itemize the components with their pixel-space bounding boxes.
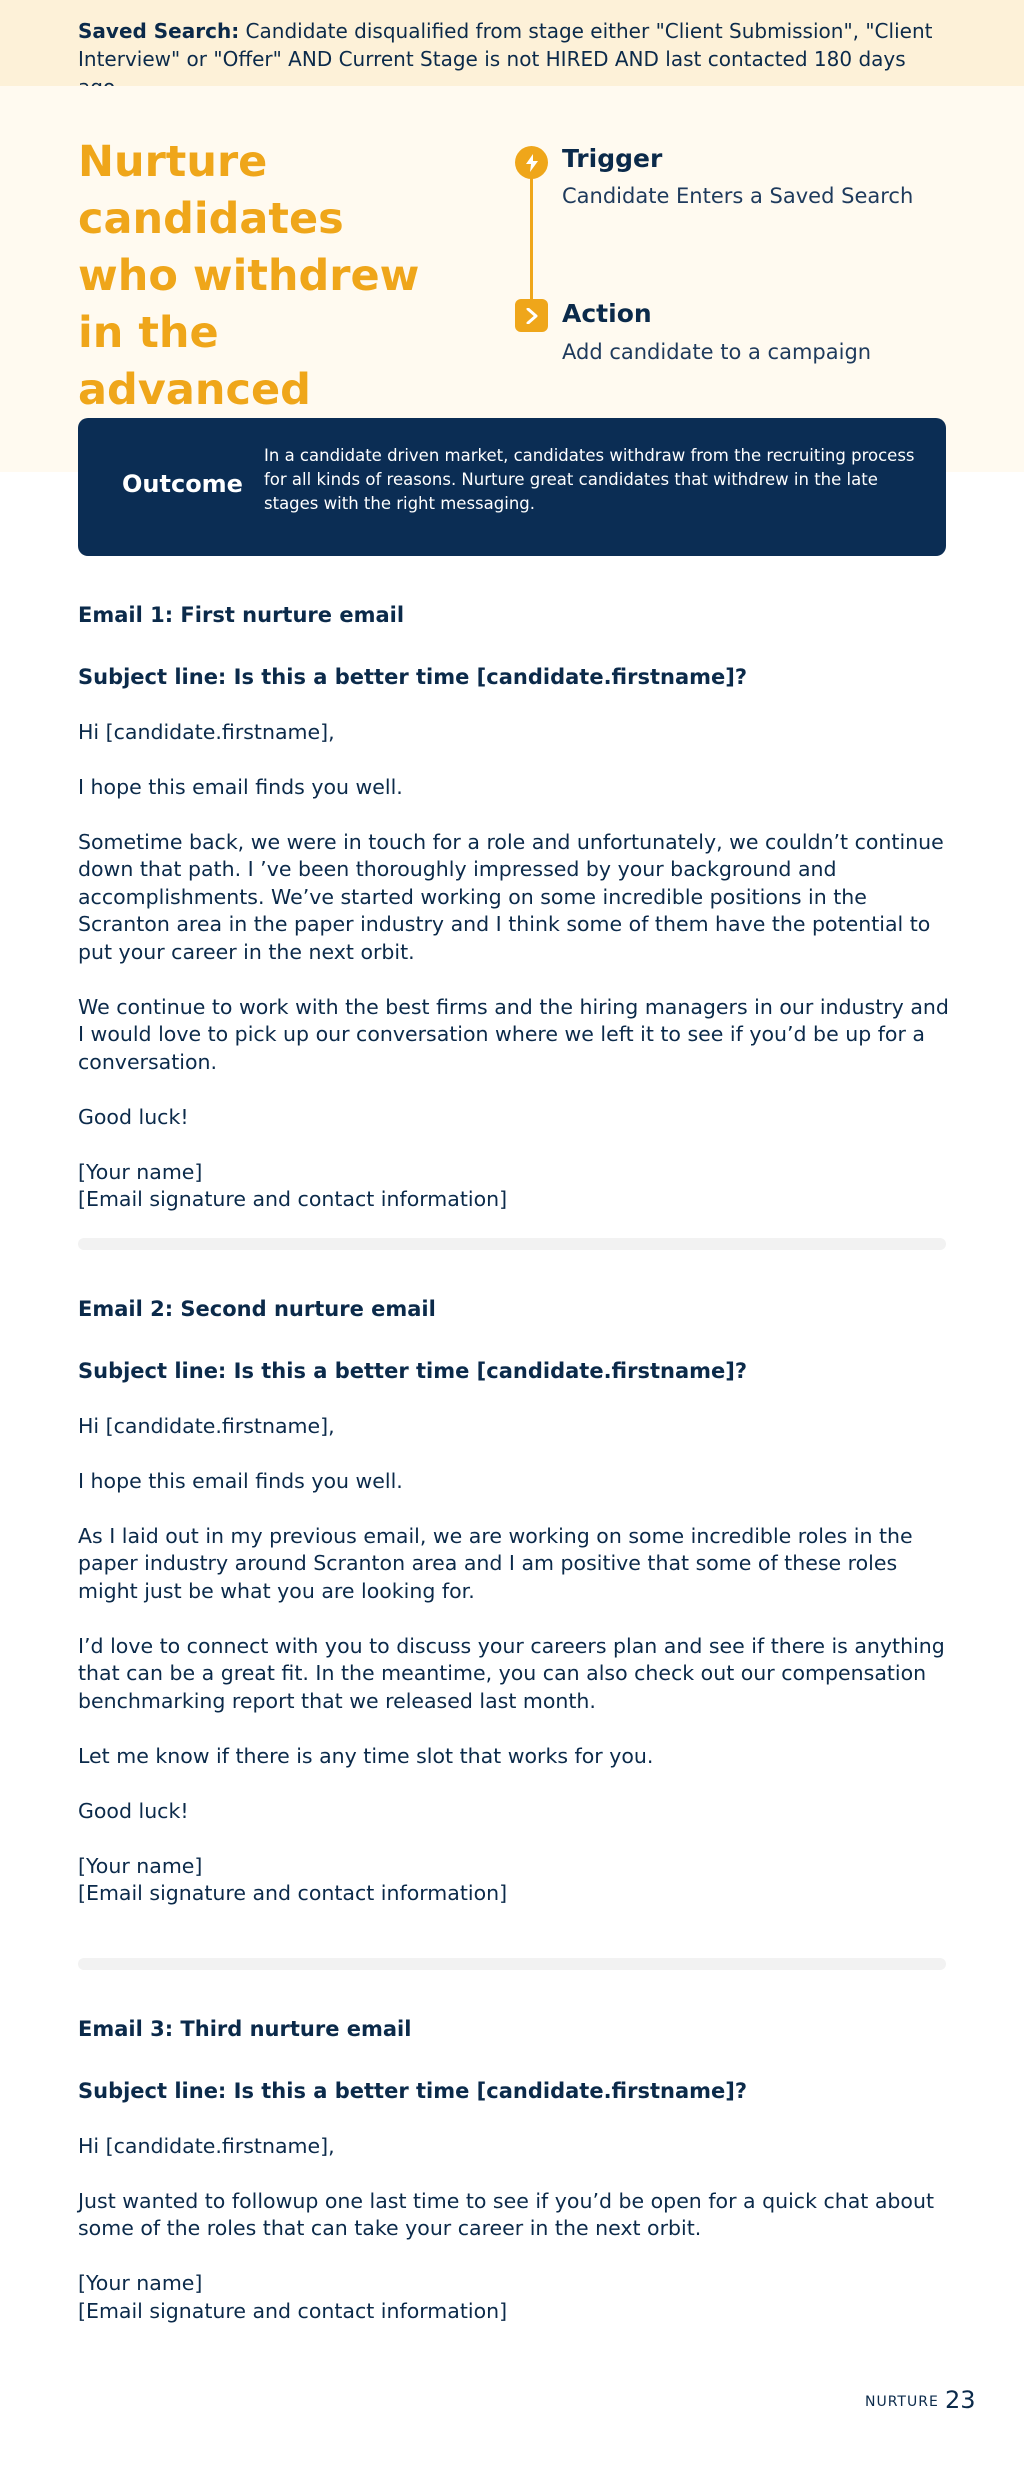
email-greeting: Hi [candidate.firstname], xyxy=(78,1413,335,1438)
email-paragraph: I hope this email finds you well. xyxy=(78,774,403,799)
email-paragraph: I hope this email finds you well. xyxy=(78,1468,403,1493)
email-heading: Email 1: First nurture email xyxy=(78,603,405,627)
email-paragraph: Just wanted to followup one last time to see if you’d be open for a quick chat about some of the roles that can take your career in the next orbit. xyxy=(78,2188,934,2240)
email-heading: Email 2: Second nurture email xyxy=(78,1297,436,1321)
email-paragraph: Good luck! xyxy=(78,1104,189,1129)
email-subject: Subject line: Is this a better time [candidate.firstname]? xyxy=(78,664,748,689)
action-text: Add candidate to a campaign xyxy=(562,340,872,364)
email-paragraph: Sometime back, we were in touch for a role and unfortunately, we couldn’t continue down that path. I ’ve been thoroughly impressed by your background and accomplishments. We’ve started working on some incredible positions in the Scranton area in the paper industry and I think some of them have the potential to put your career in the next orbit. xyxy=(78,829,944,964)
email-signature xyxy=(78,2270,958,2325)
email-2-section xyxy=(78,1296,958,1908)
outcome-label: Outcome xyxy=(122,470,243,498)
email-subject: Subject line: Is this a better time [candidate.firstname]? xyxy=(78,2078,748,2103)
email-paragraph: I’d love to connect with you to discuss your careers plan and see if there is anything that can be a great fit. In the meantime, you can also check out our compensation benchmarking report that we released last month. xyxy=(78,1633,945,1713)
saved-search-label: Saved Search: xyxy=(78,19,240,43)
trigger-title: Trigger xyxy=(562,144,663,173)
email-paragraph: As I laid out in my previous email, we are working on some incredible roles in the paper industry around Scranton area and I am positive that some of these roles might just be what you are looking for. xyxy=(78,1523,913,1603)
saved-search-banner xyxy=(0,0,1024,86)
email-paragraph: Good luck! xyxy=(78,1798,189,1823)
section-divider xyxy=(78,1238,946,1250)
footer-section-label: NURTURE xyxy=(865,2394,939,2410)
signature-info: [Email signature and contact information] xyxy=(78,2298,508,2323)
email-1-section xyxy=(78,602,958,1214)
email-signature xyxy=(78,1853,958,1908)
trigger-text: Candidate Enters a Saved Search xyxy=(562,184,914,208)
signature-info: [Email signature and contact information] xyxy=(78,1187,508,1211)
outcome-card xyxy=(78,418,946,556)
email-greeting: Hi [candidate.firstname], xyxy=(78,2133,335,2158)
signature-name: [Your name] xyxy=(78,2271,203,2295)
email-3-section xyxy=(78,2016,958,2325)
saved-search-text: Candidate disqualified from stage either "Client Submission", "Client Interview" or "Offer" AND Current Stage is not HIRED AND last contacted 180 days xyxy=(78,19,933,71)
email-subject: Subject line: Is this a better time [candidate.firstname]? xyxy=(78,1358,748,1383)
email-greeting: Hi [candidate.firstname], xyxy=(78,719,335,744)
chevron-right-icon xyxy=(515,299,548,332)
hero-section xyxy=(0,86,1024,472)
email-heading: Email 3: Third nurture email xyxy=(78,2017,412,2041)
signature-name: [Your name] xyxy=(78,1159,203,1184)
email-paragraph: Let me know if there is any time slot that works for you. xyxy=(78,1743,654,1768)
page-title: Nurture candidates who withdrew in the advanced xyxy=(78,137,420,415)
page-number: 23 xyxy=(945,2386,976,2414)
flow-connector xyxy=(530,170,533,318)
email-paragraph: We continue to work with the best firms and the hiring managers in our industry and I would love to pick up our conversation where we left it to see if you’d be up for a conversation. xyxy=(78,994,949,1074)
signature-name: [Your name] xyxy=(78,1853,203,1878)
outcome-text: In a candidate driven market, candidates withdraw from the recruiting process for all kinds of reasons. Nurture great candidates that withdrew in the late stages with the right messaging. xyxy=(264,446,915,513)
lightning-icon xyxy=(515,146,548,179)
section-divider xyxy=(78,1958,946,1970)
email-signature xyxy=(78,1159,958,1214)
signature-info: [Email signature and contact information] xyxy=(78,1881,508,1905)
action-title: Action xyxy=(562,299,652,328)
